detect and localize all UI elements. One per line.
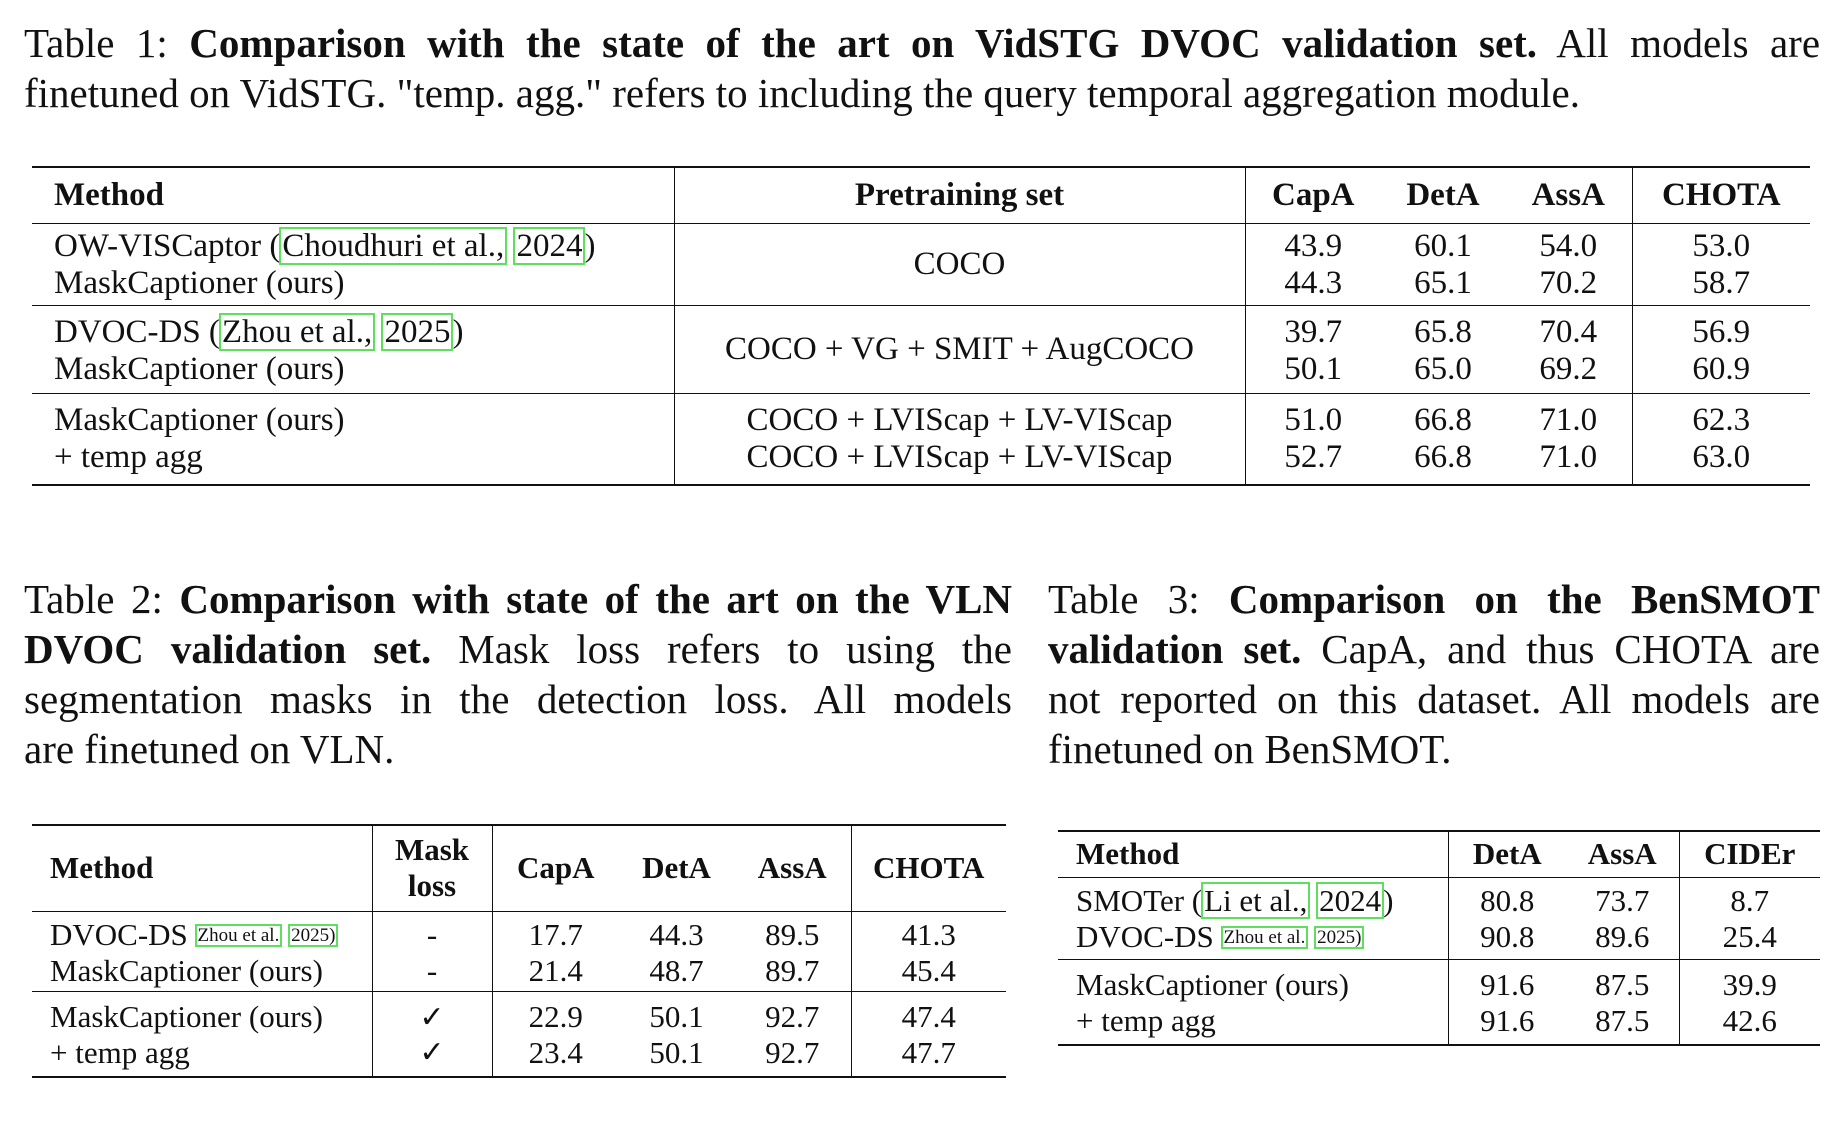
table1-header-chota: CHOTA (1661, 176, 1781, 213)
table-row: + temp agg 91.6 87.5 42.6 (1058, 1003, 1820, 1045)
table3 (1058, 830, 1820, 1046)
table1-method-cell: DVOC-DS (Zhou et al., 2025) (32, 305, 674, 351)
table-row: MaskCaptioner (ours) ✓ 22.9 50.1 92.7 47.4 (32, 991, 1006, 1035)
citation-link[interactable]: 2024 (1319, 883, 1382, 918)
table-row: DVOC-DS Zhou et al. 2025) - 17.7 44.3 89.5 41.3 (32, 911, 1006, 953)
table-row: MaskCaptioner (ours) - 21.4 48.7 89.7 45.4 (32, 953, 1006, 991)
citation-link[interactable]: Zhou et al. (1223, 927, 1306, 948)
table1-caption-title: Comparison with the state of the art on VidSTG DVOC validation set. (189, 20, 1538, 66)
citation-link[interactable]: 2025) (1317, 927, 1362, 948)
citation-link[interactable]: 2024 (516, 228, 583, 264)
table1-pretraining-cell: COCO + VG + SMIT + AugCOCO (674, 305, 1245, 393)
table2-caption: Table 2: Comparison with state of the art on the VLN DVOC validation set. Mask loss refers to using the segmentation masks in the detection loss. All models are finetuned on VLN. (24, 576, 1013, 772)
table3-header-row: Method DetA AssA CIDEr (1058, 831, 1820, 877)
table-row: DVOC-DS Zhou et al. 2025) 90.8 89.6 25.4 (1058, 919, 1820, 959)
citation-link[interactable]: Choudhuri et al., (282, 228, 505, 264)
citation-link[interactable]: Zhou et al., (221, 314, 373, 350)
table2-header-row: Method Mask loss CapA DetA AssA CHOTA (32, 825, 1006, 911)
citation-link[interactable]: 2025 (384, 314, 451, 350)
table-row: MaskCaptioner (ours) COCO + LVIScap + LV-VIScap 51.0 66.8 71.0 62.3 (32, 393, 1810, 439)
table1-header-capa: CapA (1271, 176, 1355, 213)
table-row: OW-VISCaptor (Choudhuri et al., 2024) COCO 43.9 60.1 54.0 53.0 (32, 223, 1810, 265)
table1-caption: Table 1: Comparison with the state of the art on VidSTG DVOC validation set. All models are finetuned on VidSTG. "temp. agg." refers to including the query temporal aggregation module. (24, 20, 1821, 116)
table1-method-cell: OW-VISCaptor (Choudhuri et al., 2024) (32, 223, 674, 265)
citation-link[interactable]: 2025) (291, 925, 336, 946)
table1-header-pretraining: Pretraining set (674, 167, 1245, 223)
table3-caption: Table 3: Comparison on the BenSMOT validation set. CapA, and thus CHOTA are not reported on this dataset. All models are finetuned on BenSMOT. (1048, 576, 1821, 772)
table1 (32, 166, 1810, 486)
table1-header-assa: AssA (1505, 167, 1632, 223)
table-row: MaskCaptioner (ours) 91.6 87.5 39.9 (1058, 959, 1820, 1003)
table1-caption-label: Table 1: (24, 20, 168, 66)
check-icon: ✓ (372, 1035, 492, 1077)
table1-header-row (32, 167, 1810, 223)
table2 (32, 824, 1006, 1078)
table-row: MaskCaptioner (ours) 44.3 65.1 70.2 58.7 (32, 265, 1810, 305)
table-row: + temp agg COCO + LVIScap + LV-VIScap 52.7 66.8 71.0 63.0 (32, 439, 1810, 485)
citation-link[interactable]: Li et al., (1204, 883, 1308, 918)
table2-header-mask: Mask loss (372, 825, 492, 911)
table1-header-deta: DetA (1406, 176, 1480, 213)
table1-header-method: Method (32, 167, 674, 223)
citation-link[interactable]: Zhou et al. (197, 925, 280, 946)
check-icon: ✓ (372, 991, 492, 1035)
table-row: + temp agg ✓ 23.4 50.1 92.7 47.7 (32, 1035, 1006, 1077)
table1-pretraining-cell: COCO (674, 223, 1245, 305)
table-row: DVOC-DS (Zhou et al., 2025) COCO + VG + SMIT + AugCOCO 39.7 65.8 70.4 56.9 (32, 305, 1810, 351)
table-row: MaskCaptioner (ours) 50.1 65.0 69.2 60.9 (32, 351, 1810, 393)
table-row: SMOTer (Li et al., 2024) 80.8 73.7 8.7 (1058, 877, 1820, 919)
